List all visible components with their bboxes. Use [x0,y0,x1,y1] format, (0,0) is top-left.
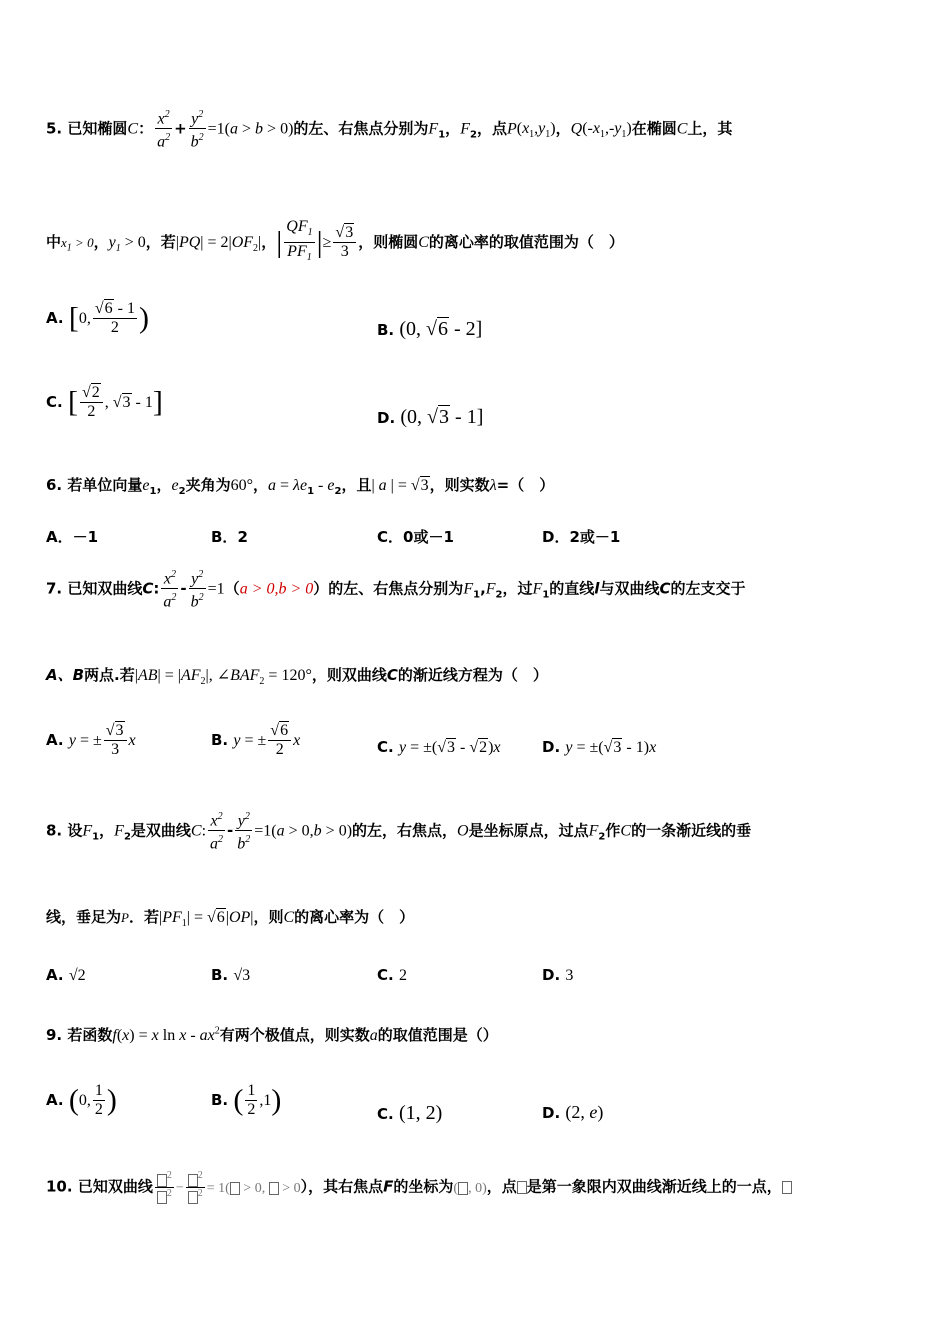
q9-option-c[interactable]: C. (1, 2) [377,1102,443,1124]
q6-option-b[interactable]: B．2 [211,528,248,546]
q5-option-c[interactable]: C. [ $\frac{√2}{2}$ , √3 - 1] [46,384,163,420]
q6-option-c[interactable]: C．0或－1 [377,528,454,546]
q5-number: 5. [46,119,63,138]
q7-option-b[interactable]: B. y = ± $\frac{√6}{2}$ x [211,722,301,758]
q5-line1: 5. 已知椭圆C： $\frac{x^2}{a^2}$ + $\frac{y^2}{b^2}$ =1(a > b > 0)的左、右焦点分别为$F_1$，$F_2$，点$P(x_1,y_1)$，$Q(-x_1,-y_1)$在椭圆C上，其 [46,106,732,152]
q7-line2: A、B两点.若$|AB| = |AF_2|$, $\angle BAF_2 = 120^\circ$，则双曲线C的渐近线方程为（ ） [46,666,548,688]
q6-option-a[interactable]: A．－1 [46,528,99,546]
q9-stem: 9. 若函数f(x) = x ln x - $ax^2$有两个极值点，则实数a的取值范围是（） [46,1025,498,1044]
q5-option-b[interactable]: B. (0, √6 - 2] [377,318,483,340]
q8-line1: 8. 设$F_1$，$F_2$是双曲线C: $\frac{x^2}{a^2}$ - $\frac{y^2}{b^2}$ =1(a > 0,b > 0)的左，右焦点，O是坐标原点，过点$F_2$作C的一条渐近线的垂 [46,808,751,854]
q5-line2: 中$x_1 > 0$，$y_1 > 0$，若$|PQ| = 2|OF_2|$，| $\frac{QF_1}{PF_1}$ |≥ $\frac{√3}{3}$ ，则椭圆C的离心率的取值范围为（ ） [46,218,624,264]
q9-option-b[interactable]: B. ( $\frac{1}{2}$ ,1) [211,1082,282,1118]
q8-option-d[interactable]: D. 3 [542,966,574,984]
q7-option-c[interactable]: C. y = ±(√3 - √2)x [377,738,501,756]
q8-line2: 线，垂足为P．若$|PF_1| = √6|OP|$，则C的离心率为（ ） [46,908,415,930]
q7-option-d[interactable]: D. y = ±(√3 - 1)x [542,738,657,756]
q8-option-c[interactable]: C. 2 [377,966,407,984]
q7-option-a[interactable]: A. y = ± $\frac{√3}{3}$ x [46,722,136,758]
q8-option-b[interactable]: B. √3 [211,966,251,984]
q6-stem: 6. 若单位向量$e_1$，$e_2$夹角为60°，$a = \lambda e_1 - e_2$，且| a | = √3，则实数λ=（ ） [46,476,555,497]
q5-option-d[interactable]: D. (0, √3 - 1] [377,406,484,428]
q5-option-a[interactable]: A. [0, $\frac{√6 - 1}{2}$ ) [46,300,149,336]
q9-option-a[interactable]: A. (0, $\frac{1}{2}$ ) [46,1082,117,1118]
q9-option-d[interactable]: D. (2, e) [542,1102,604,1122]
q7-line1: 7. 已知双曲线C: $\frac{x^2}{a^2}$ - $\frac{y^2}{b^2}$ =1（a > 0,b > 0）的左、右焦点分别为$F_1,F_2$，过$F_1$的直线l与双曲线C的左支交于 [46,566,746,612]
q8-option-a[interactable]: A. √2 [46,966,86,984]
q10-stem: 10. 已知双曲线 $\frac{^2}{^2}$ − $\frac{^2}{^2}$ = 1( > 0, > 0），其右焦点F的坐标为( , 0)，点 是第一象限内双曲线渐近线上的一点， [46,1170,792,1204]
q6-option-d[interactable]: D．2或－1 [542,528,621,546]
